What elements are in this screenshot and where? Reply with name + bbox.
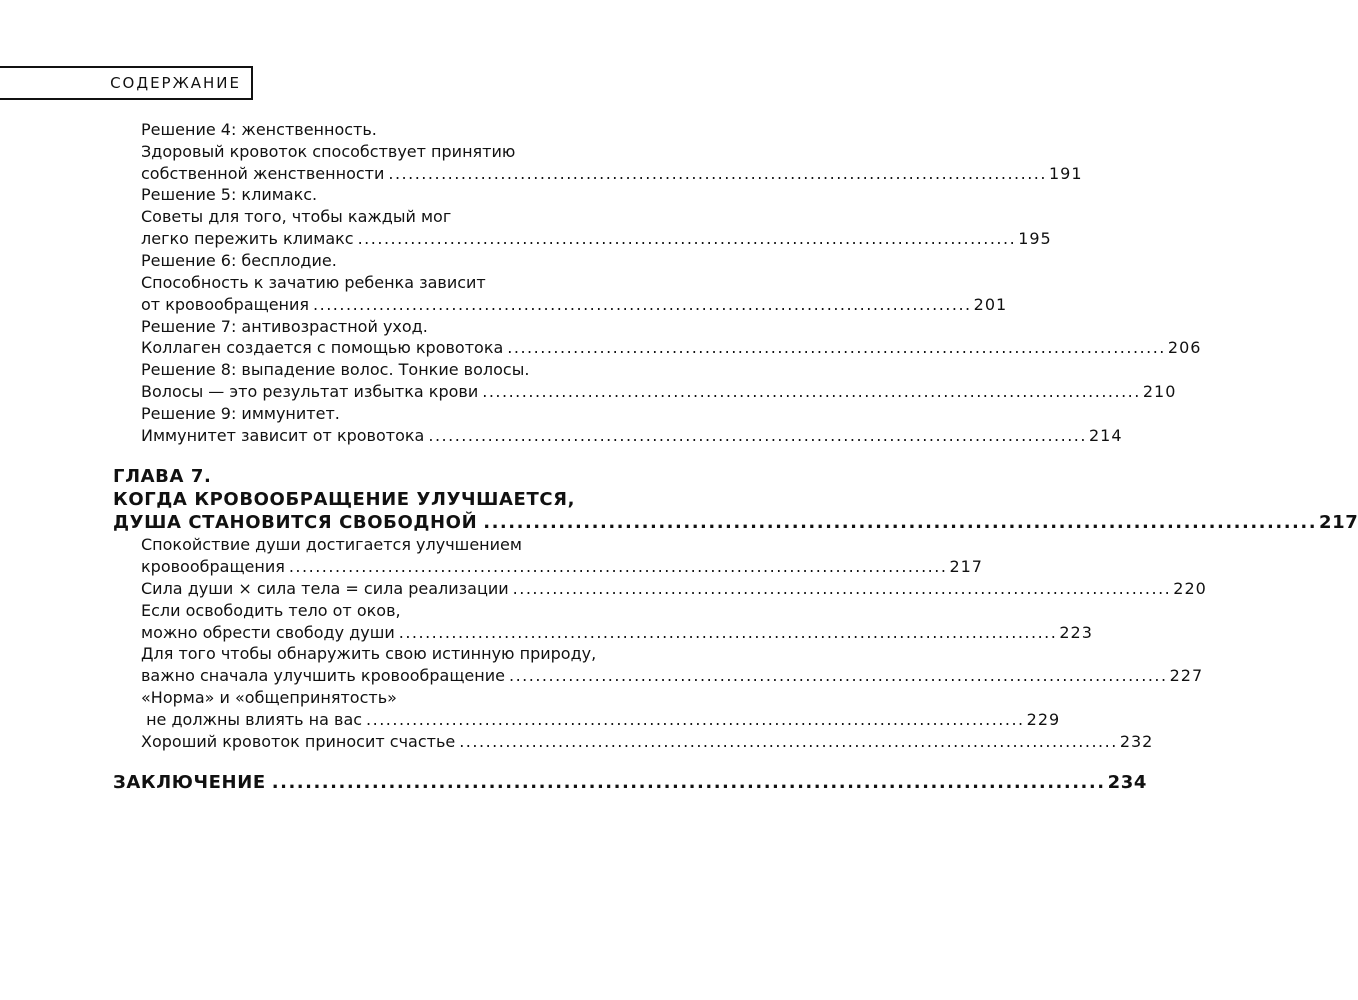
toc-entry xyxy=(141,380,1177,402)
conclusion-text: ЗАКЛЮЧЕНИЕ xyxy=(113,772,266,793)
toc-entry xyxy=(141,686,712,708)
toc-page-number: 217 xyxy=(949,557,983,576)
leader-dots: .................................................................................................... xyxy=(313,295,972,314)
section-header-label: СОДЕРЖАНИЕ xyxy=(110,74,241,92)
leader-dots: .................................................................................................... xyxy=(483,512,1318,533)
toc-entry xyxy=(141,205,712,227)
toc-entry xyxy=(141,533,712,555)
toc-page-number: 201 xyxy=(973,295,1008,314)
toc-entry-text: от кровообращения xyxy=(141,295,310,314)
toc-entry-text: Для того чтобы обнаружить свою истинную природу, xyxy=(141,644,597,663)
leader-dots: .................................................................................................... xyxy=(388,164,1047,183)
toc-entry xyxy=(141,336,1202,358)
toc-entry-text: Спокойствие души достигается улучшением xyxy=(141,535,522,554)
leader-dots: .................................................................................................... xyxy=(508,666,1168,685)
toc-page-number: 191 xyxy=(1048,164,1083,183)
toc-page-number: 232 xyxy=(1119,732,1154,751)
toc-entry-text: Коллаген создается с помощью кровотока xyxy=(141,338,504,357)
toc-page-number: 206 xyxy=(1167,338,1202,357)
toc-entry-text: легко пережить климакс xyxy=(141,229,354,248)
leader-dots: .................................................................................................... xyxy=(288,557,948,576)
toc-entry-text: «Норма» и «общепринятость» xyxy=(141,688,397,707)
toc-entry xyxy=(141,249,712,271)
leader-dots: .................................................................................................... xyxy=(512,579,1172,598)
leader-dots: .................................................................................................... xyxy=(459,732,1118,751)
leader-dots: .................................................................................................... xyxy=(366,710,1025,729)
toc-entry-text: Здоровый кровоток способствует принятию xyxy=(141,142,516,161)
toc-entry-text: Сила души × сила тела = сила реализации xyxy=(141,579,509,598)
leader-dots: .................................................................................................... xyxy=(428,426,1087,445)
toc-entry-text: Способность к зачатию ребенка зависит xyxy=(141,273,486,292)
section-header-box xyxy=(0,66,253,100)
toc-entry xyxy=(141,708,1061,730)
toc-entry-text: Решение 8: выпадение волос. Тонкие волосы. xyxy=(141,360,530,379)
toc-entry-text: Решение 9: иммунитет. xyxy=(141,404,340,423)
toc-entry xyxy=(141,664,1204,686)
toc-entry-text: Иммунитет зависит от кровотока xyxy=(141,426,425,445)
chapter-heading-line xyxy=(113,510,1358,534)
toc-entry-text: кровообращения xyxy=(141,557,285,576)
toc-page-number: 220 xyxy=(1173,579,1207,598)
toc-entry xyxy=(141,577,1207,599)
toc-entry xyxy=(141,293,1008,315)
toc-page-number: 210 xyxy=(1142,382,1177,401)
toc-page-number: 227 xyxy=(1169,666,1204,685)
leader-dots: .................................................................................................... xyxy=(271,772,1106,793)
toc-entry xyxy=(141,555,983,577)
toc-entry xyxy=(141,358,712,380)
toc-entry xyxy=(141,424,1123,446)
toc-entry-text: важно сначала улучшить кровообращение xyxy=(141,666,505,685)
toc-entry xyxy=(141,162,1083,184)
chapter-heading-line xyxy=(113,464,712,488)
chapter-heading-line xyxy=(113,487,712,511)
toc-entry xyxy=(141,642,712,664)
chapter-heading-text: ГЛАВА 7. xyxy=(113,466,212,487)
toc-entry xyxy=(141,183,712,205)
toc-entry-text: Волосы — это результат избытка крови xyxy=(141,382,479,401)
toc-entry-text: можно обрести свободу души xyxy=(141,623,395,642)
toc-page-number: 229 xyxy=(1026,710,1061,729)
toc-entry-text: Решение 6: бесплодие. xyxy=(141,251,337,270)
chapter-heading-text: ДУША СТАНОВИТСЯ СВОБОДНОЙ xyxy=(113,512,478,533)
toc-entry xyxy=(141,730,1154,752)
toc-entry xyxy=(141,621,1093,643)
toc-entry xyxy=(141,599,712,621)
leader-dots: .................................................................................................... xyxy=(507,338,1166,357)
toc-entry-text: собственной женственности xyxy=(141,164,385,183)
toc-entry xyxy=(141,118,712,140)
leader-dots: .................................................................................................... xyxy=(357,229,1017,248)
toc-entry-text: Решение 4: женственность. xyxy=(141,120,377,139)
toc-entry-text: Решение 5: климакс. xyxy=(141,185,318,204)
toc-entry-text: Советы для того, чтобы каждый мог xyxy=(141,207,452,226)
toc-page-number: 223 xyxy=(1059,623,1093,642)
chapter-heading-text: КОГДА КРОВООБРАЩЕНИЕ УЛУЧШАЕТСЯ, xyxy=(113,489,576,510)
toc-page-number: 195 xyxy=(1018,229,1052,248)
toc-entry xyxy=(141,315,712,337)
toc-entry-text: Хороший кровоток приносит счастье xyxy=(141,732,456,751)
toc-entry-text: не должны влиять на вас xyxy=(141,710,363,729)
conclusion-entry xyxy=(113,770,1147,794)
toc-entry xyxy=(141,227,1052,249)
toc-entry-text: Решение 7: антивозрастной уход. xyxy=(141,317,428,336)
leader-dots: .................................................................................................... xyxy=(482,382,1141,401)
toc-entry xyxy=(141,271,712,293)
toc-entry xyxy=(141,402,712,424)
toc-entry-text: Если освободить тело от оков, xyxy=(141,601,401,620)
leader-dots: .................................................................................................... xyxy=(398,623,1058,642)
chapter-page-number: 217 xyxy=(1319,512,1358,533)
toc-entry xyxy=(141,140,712,162)
conclusion-page-number: 234 xyxy=(1107,772,1147,793)
toc-page-number: 214 xyxy=(1088,426,1123,445)
